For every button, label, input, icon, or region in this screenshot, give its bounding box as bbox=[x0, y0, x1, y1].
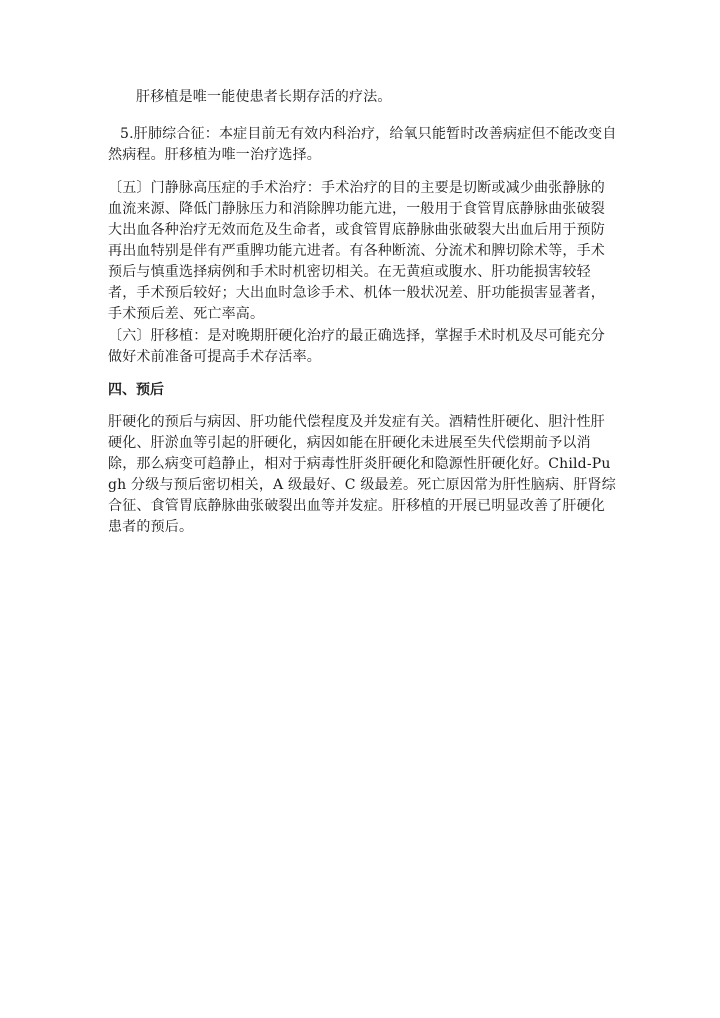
paragraph-hepatopulmonary-syndrome: 5.肝肺综合征：本症目前无有效内科治疗，给氧只能暂时改善病症但不能改变自然病程。肝移植为唯一治疗选择。 bbox=[108, 126, 617, 163]
paragraph-portal-hypertension-surgery: 〔五〕门静脉高压症的手术治疗：手术治疗的目的主要是切断或减少曲张静脉的血流来源、降低门静脉压力和消除脾功能亢进，一般用于食管胃底静脉曲张破裂大出血各种治疗无效而危及生命者，或食管胃底静脉曲张破裂大出血后用于预防再出血特别是伴有严重脾功能亢进者。有各种断流、分流术和脾切除术等，手术预后与慎重选择病例和手术时机密切相关。在无黄疸或腹水、肝功能损害较轻者，手术预后较好；大出血时急诊手术、机体一般状况差、肝功能损害显著者，手术预后差、死亡率高。 bbox=[108, 180, 605, 322]
section-heading-prognosis: 四、预后 bbox=[108, 382, 164, 398]
paragraph-prognosis: 肝硬化的预后与病因、肝功能代偿程度及并发症有关。酒精性肝硬化、胆汁性肝硬化、肝淤血等引起的肝硬化，病因如能在肝硬化未进展至失代偿期前予以消除，那么病变可趋静止，相对于病毒性肝炎肝硬化和隐源性肝硬化好。Child-Pugh 分级与预后密切相关，A 级最好、C 级最差。死亡原因常为肝性脑病、肝肾综合征、食管胃底静脉曲张破裂出血等并发症。肝移植的开展已明显改善了肝硬化患者的预后。 bbox=[108, 414, 616, 535]
paragraph-liver-transplant-only-therapy: 肝移植是唯一能使患者长期存活的疗法。 bbox=[136, 89, 392, 105]
paragraph-liver-transplant: 〔六〕肝移植：是对晚期肝硬化治疗的最正确选择，掌握手术时机及尽可能充分做好术前准备可提高手术存活率。 bbox=[108, 328, 605, 365]
